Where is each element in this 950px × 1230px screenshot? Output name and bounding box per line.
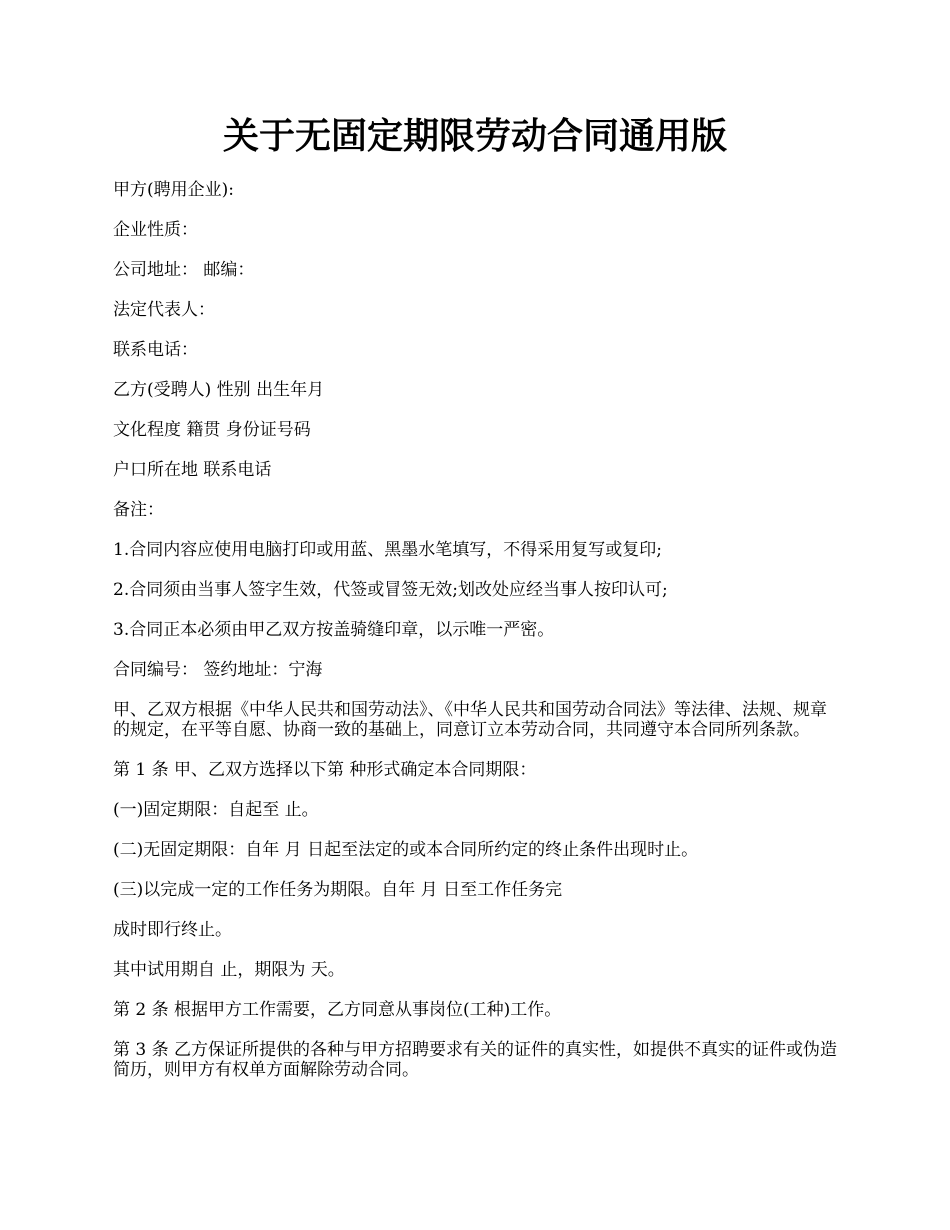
document-body (113, 180, 843, 1100)
paragraph-term-open-ended: (二)无固定期限：自年 月 日起至法定的或本合同所约定的终止条件出现时止。 (113, 840, 699, 860)
paragraph-company-address: 公司地址： 邮编： (113, 260, 255, 280)
paragraph-term-fixed: (一)固定期限：自起至 止。 (113, 800, 319, 820)
paragraph-article-3: 第 3 条 乙方保证所提供的各种与甲方招聘要求有关的证件的真实性，如提供不真实的证件或伪造简历，则甲方有权单方面解除劳动合同。 (113, 1040, 838, 1080)
paragraph-party-a: 甲方(聘用企业): (113, 180, 234, 200)
paragraph-party-b: 乙方(受聘人) 性别 出生年月 (113, 380, 325, 400)
paragraph-article-1: 第 1 条 甲、乙双方选择以下第 种形式确定本合同期限： (113, 760, 537, 780)
paragraph-legal-representative: 法定代表人： (113, 300, 215, 320)
paragraph-notes-heading: 备注： (113, 500, 164, 520)
paragraph-enterprise-nature: 企业性质： (113, 220, 198, 240)
paragraph-note-1: 1.合同内容应使用电脑打印或用蓝、黑墨水笔填写，不得采用复写或复印; (113, 540, 662, 560)
paragraph-probation: 其中试用期自 止，期限为 天。 (113, 960, 345, 980)
paragraph-term-task: (三)以完成一定的工作任务为期限。自年 月 日至工作任务完 (113, 880, 563, 900)
paragraph-preamble: 甲、乙双方根据《中华人民共和国劳动法》、《中华人民共和国劳动合同法》等法律、法规、规章的规定，在平等自愿、协商一致的基础上，同意订立本劳动合同，共同遵守本合同所列条款。 (113, 700, 827, 740)
paragraph-contact-phone: 联系电话： (113, 340, 198, 360)
page-title: 关于无固定期限劳动合同通用版 (222, 115, 727, 157)
paragraph-note-2: 2.合同须由当事人签字生效，代签或冒签无效;划改处应经当事人按印认可; (113, 580, 668, 600)
paragraph-term-task-end: 成时即行终止。 (113, 920, 232, 940)
paragraph-education: 文化程度 籍贯 身份证号码 (113, 420, 311, 440)
paragraph-note-3: 3.合同正本必须由甲乙双方按盖骑缝印章，以示唯一严密。 (113, 620, 555, 640)
paragraph-contract-number: 合同编号： 签约地址：宁海 (113, 660, 323, 680)
paragraph-household: 户口所在地 联系电话 (113, 460, 272, 480)
paragraph-article-2: 第 2 条 根据甲方工作需要，乙方同意从事岗位(工种)工作。 (113, 1000, 562, 1020)
